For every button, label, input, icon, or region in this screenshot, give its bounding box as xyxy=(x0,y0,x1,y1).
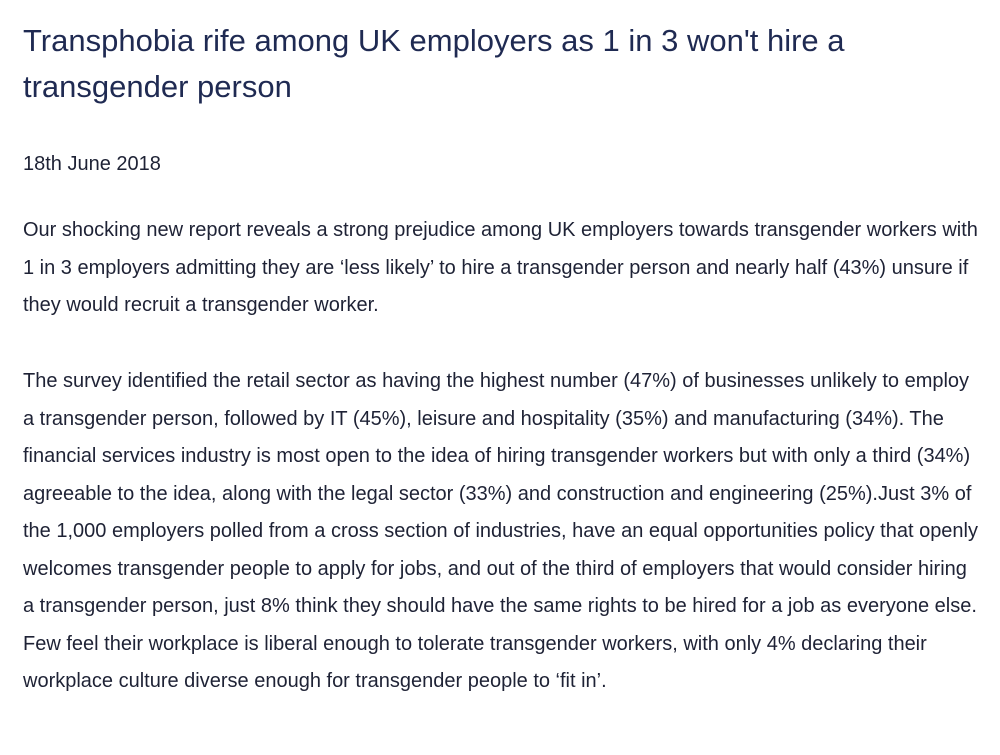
article-title: Transphobia rife among UK employers as 1 in 3 won't hire a transgender person xyxy=(23,23,845,104)
article-date: 18th June 2018 xyxy=(23,153,161,175)
article-paragraph-1: Our shocking new report reveals a strong prejudice among UK employers towards transgender workers with 1 in 3 employers admitting they are ‘less likely’ to hire a transgender person and nearly half (43%) unsure if they would recruit a transgender worker. xyxy=(23,219,978,316)
article xyxy=(23,18,983,692)
article-paragraph-2: The survey identified the retail sector as having the highest number (47%) of businesses unlikely to employ a transgender person, followed by IT (45%), leisure and hospitality (35%) and manufacturing (34%). The financial services industry is most open to the idea of hiring transgender workers but with only a third (34%) agreeable to the idea, along with the legal sector (33%) and construction and engineering (25%).Just 3% of the 1,000 employers polled from a cross section of industries, have an equal opportunities policy that openly welcomes transgender people to apply for jobs, and out of the third of employers that would consider hiring a transgender person, just 8% think they should have the same rights to be hired for a job as everyone else. Few feel their workplace is liberal enough to tolerate transgender workers, with only 4% declaring their workplace culture diverse enough for transgender people to ‘fit in’. xyxy=(23,370,978,692)
